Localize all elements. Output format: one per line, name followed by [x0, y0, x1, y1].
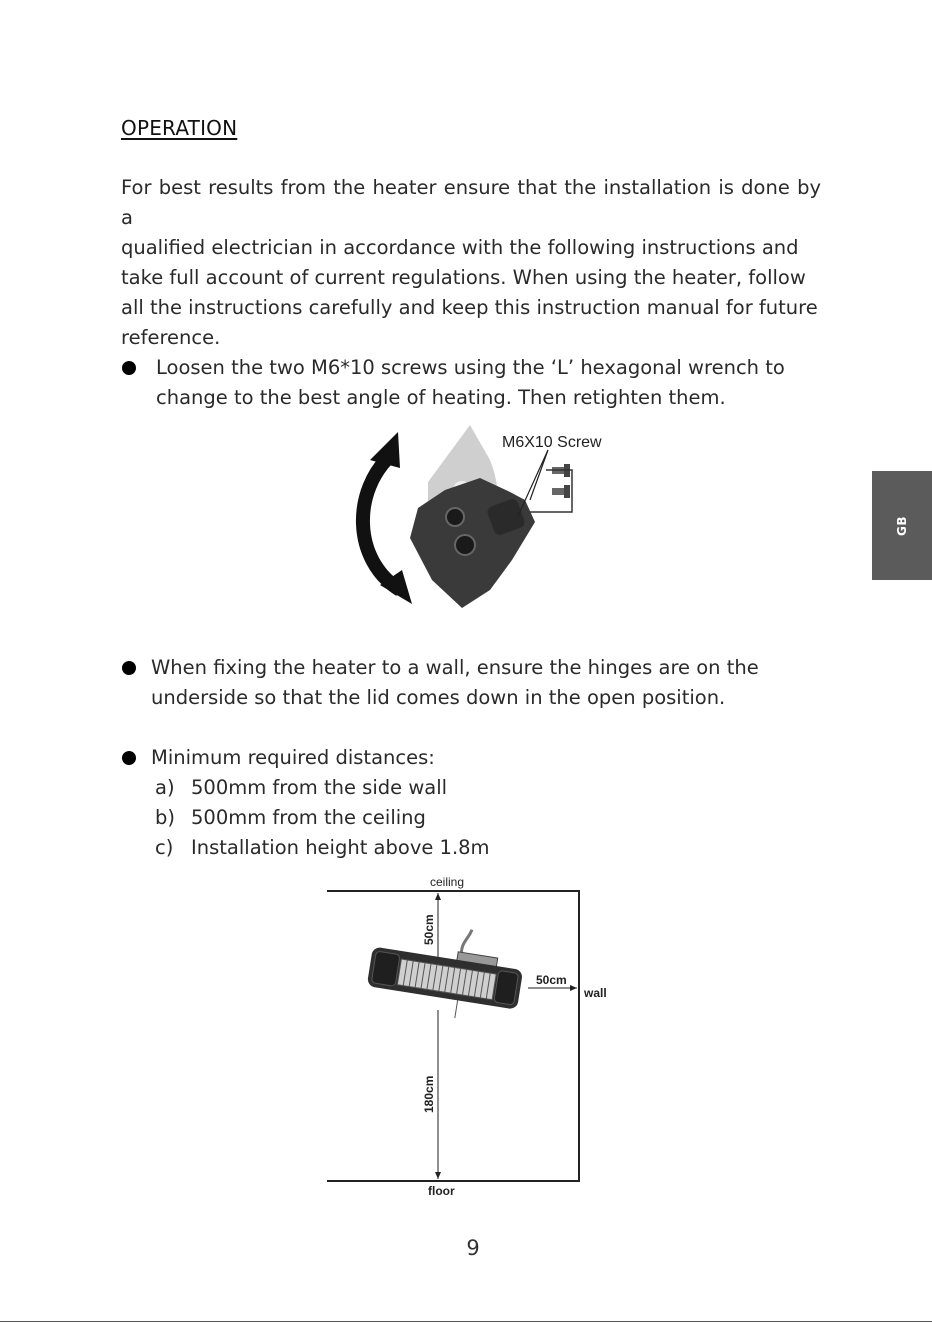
distance-letter: a): [155, 776, 175, 799]
distance-letter: c): [155, 836, 174, 859]
intro-line: qualified electrician in accordance with the following instructions and: [121, 236, 799, 259]
height-arrow: [435, 1172, 441, 1179]
intro-paragraph: [121, 173, 821, 353]
top-gap-arrow: [435, 893, 441, 900]
page-heading: OPERATION: [121, 116, 238, 140]
height-label: 180cm: [422, 1075, 436, 1113]
callout-line-1: [518, 450, 548, 516]
callout-line-2: [530, 450, 548, 500]
wall-label: wall: [584, 986, 607, 1000]
intro-line: reference.: [121, 326, 221, 349]
side-gap-label: 50cm: [536, 973, 567, 987]
heater-illustration: [364, 915, 528, 1028]
bullet-dot: [122, 751, 136, 765]
angle-adjust-figure: [350, 420, 640, 620]
distance-item: [155, 803, 426, 833]
rotation-arrow-head-top: [370, 432, 400, 468]
bullet-2-line: underside so that the lid comes down in the open position.: [151, 686, 726, 709]
bullet-1-line: change to the best angle of heating. Then retighten them.: [156, 386, 726, 409]
heater-end-cap-right: [494, 970, 519, 1005]
switch-knob-upper: [446, 508, 464, 526]
side-gap-arrow: [570, 985, 577, 991]
bottom-rule: [0, 1321, 932, 1322]
bullet-1-line: Loosen the two M6*10 screws using the ‘L’ hexagonal wrench to: [156, 356, 785, 379]
heater-pull-cord: [455, 1000, 458, 1018]
bullet-2-text: [151, 653, 816, 713]
distance-text: Installation height above 1.8m: [191, 836, 490, 859]
rotation-arrow: [363, 454, 400, 590]
bullet-dot: [122, 361, 136, 375]
bullet-dot: [122, 661, 136, 675]
clearance-diagram: [320, 870, 620, 1205]
language-tab-label: GB: [895, 515, 909, 536]
intro-line: For best results from the heater ensure that the installation is done by a: [121, 176, 821, 229]
bullet-1-text: [156, 353, 786, 413]
heater-end-cap-left: [371, 951, 400, 986]
switch-knob-lower: [455, 535, 475, 555]
language-tab: [872, 471, 932, 580]
screw-lower-head: [564, 485, 570, 498]
bullet-2-line: When fixing the heater to a wall, ensure the hinges are on the: [151, 656, 759, 679]
distance-item: [155, 773, 447, 803]
top-gap-label: 50cm: [422, 914, 436, 945]
distance-item: [155, 833, 490, 863]
page-number: 9: [466, 1236, 480, 1260]
distance-text: 500mm from the ceiling: [191, 806, 426, 829]
bullet-3-title: Minimum required distances:: [151, 746, 435, 769]
intro-line: take full account of current regulations. When using the heater, follow: [121, 266, 806, 289]
distance-text: 500mm from the side wall: [191, 776, 448, 799]
screw-label: M6X10 Screw: [502, 434, 602, 451]
intro-line: all the instructions carefully and keep this instruction manual for future: [121, 296, 818, 319]
distance-letter: b): [155, 806, 175, 829]
floor-label: floor: [428, 1184, 455, 1198]
screw-lower: [552, 488, 566, 495]
ceiling-label: ceiling: [430, 875, 465, 889]
